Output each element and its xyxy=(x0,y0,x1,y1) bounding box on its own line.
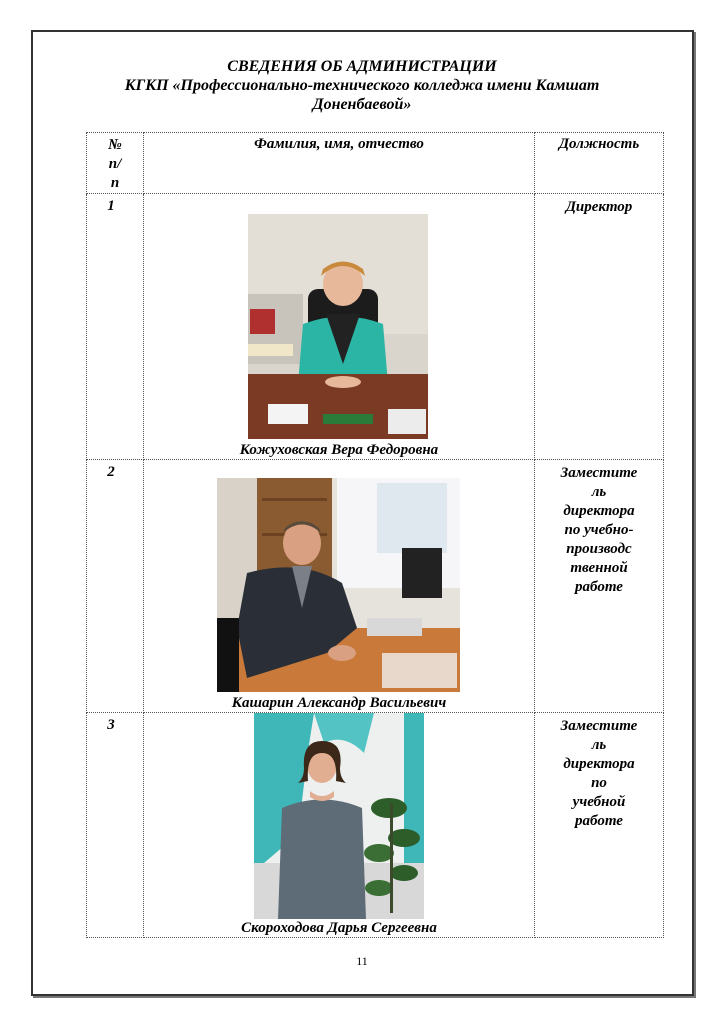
person-name: Кашарин Александр Васильевич xyxy=(231,695,447,711)
table-row xyxy=(87,460,664,713)
position-line: ль xyxy=(591,484,607,500)
position-line: Заместите xyxy=(560,465,638,481)
position-line: производс xyxy=(566,541,632,557)
page-number: 11 xyxy=(356,954,368,968)
position-line: работе xyxy=(575,579,623,595)
header-position: Должность xyxy=(535,133,664,194)
document-header xyxy=(0,58,724,114)
person-cell xyxy=(144,460,535,713)
administration-table xyxy=(86,132,664,938)
position-line: твенной xyxy=(570,560,628,576)
position-line: директора xyxy=(563,503,635,519)
person-position xyxy=(535,194,664,460)
person-name: Скороходова Дарья Сергеевна xyxy=(241,920,437,936)
position-line: Директор xyxy=(565,199,633,215)
position-line: Заместите xyxy=(560,718,638,734)
document-subtitle: КГКП «Профессионально-технического колледжа имени Камшат Доненбаевой» xyxy=(124,77,600,113)
header-fullname: Фамилия, имя, отчество xyxy=(144,133,535,194)
row-number: 1 xyxy=(87,194,144,460)
position-line: по xyxy=(591,775,607,791)
person-position xyxy=(535,713,664,938)
position-line: учебной xyxy=(572,794,626,810)
person-name: Кожуховская Вера Федоровна xyxy=(239,442,439,458)
header-number-line: п/ xyxy=(108,156,122,172)
position-line: по учебно- xyxy=(564,522,634,538)
document-title: СВЕДЕНИЯ ОБ АДМИНИСТРАЦИИ xyxy=(227,58,497,75)
person-photo xyxy=(248,214,428,439)
header-number-line: № xyxy=(108,137,122,153)
person-cell xyxy=(144,713,535,938)
table-row xyxy=(87,194,664,460)
person-position xyxy=(535,460,664,713)
position-line: ль xyxy=(591,737,607,753)
header-number-line: п xyxy=(110,175,120,191)
person-photo xyxy=(217,478,460,692)
person-cell xyxy=(144,194,535,460)
row-number: 2 xyxy=(87,460,144,713)
position-line: работе xyxy=(575,813,623,829)
table-row xyxy=(87,713,664,938)
row-number: 3 xyxy=(87,713,144,938)
table-header-row xyxy=(87,133,664,194)
person-photo xyxy=(254,713,424,919)
position-line: директора xyxy=(563,756,635,772)
header-number xyxy=(87,133,144,194)
